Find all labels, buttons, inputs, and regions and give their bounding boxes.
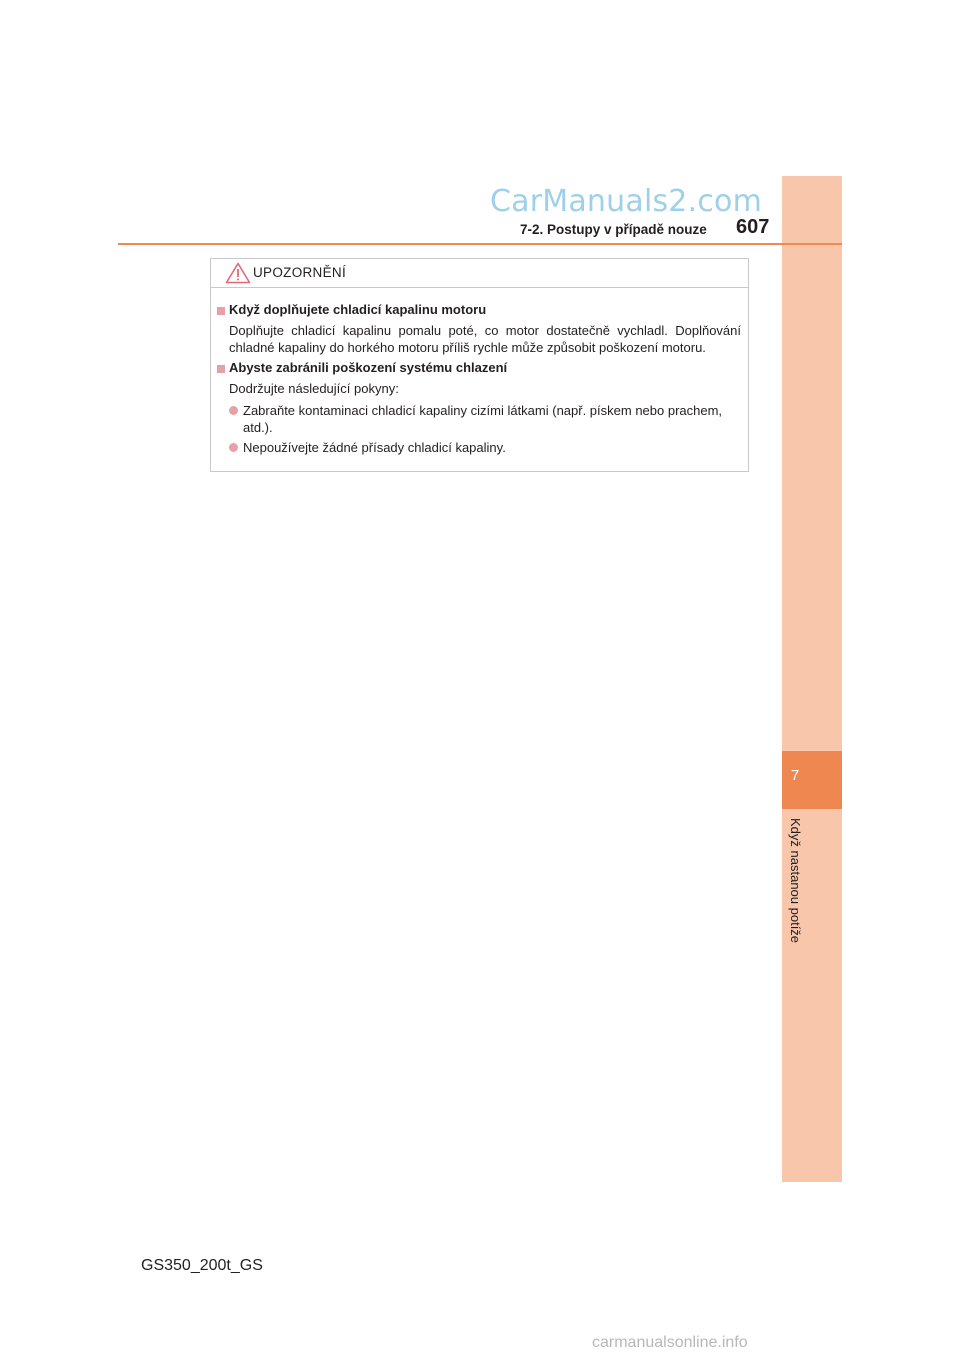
bullet-text-additives: Nepoužívejte žádné přísady chladicí kapaliny. [243,440,506,455]
bullet-text-contamination: Zabraňte kontaminaci chladicí kapaliny cizími látkami (např. pískem nebo prachem, atd.). [243,403,723,435]
model-code: GS350_200t_GS [141,1257,263,1274]
warning-header [211,259,748,288]
warning-label: UPOZORNĚNÍ [253,265,347,280]
round-bullet [229,443,238,452]
warning-triangle-icon [225,262,251,284]
watermark-bottom[interactable]: carmanualsonline.info [592,1334,748,1351]
warning-box [210,258,749,472]
chapter-number: 7 [790,767,800,784]
page-number: 607 [736,216,770,238]
round-bullet [229,406,238,415]
item-heading-cooling-system: Abyste zabránili poškození systému chlazení [229,360,508,375]
item-text-coolant-refill: Doplňujte chladicí kapalinu pomalu poté, co motor dostatečně vychladl. Doplňování chladné kapaliny do horkého motoru příliš rychle může způsobit poškození motoru. [229,323,741,355]
watermark-top[interactable]: CarManuals2.com [490,184,763,219]
header-rule [118,243,842,245]
section-title: 7-2. Postupy v případě nouze [520,222,707,237]
item-heading-coolant-refill: Když doplňujete chladicí kapalinu motoru [229,302,487,317]
chapter-title: Když nastanou potíže [788,818,803,944]
chapter-side-band [782,176,842,1182]
item-text-cooling-system: Dodržujte následující pokyny: [229,381,399,396]
square-bullet [217,365,225,373]
square-bullet [217,307,225,315]
